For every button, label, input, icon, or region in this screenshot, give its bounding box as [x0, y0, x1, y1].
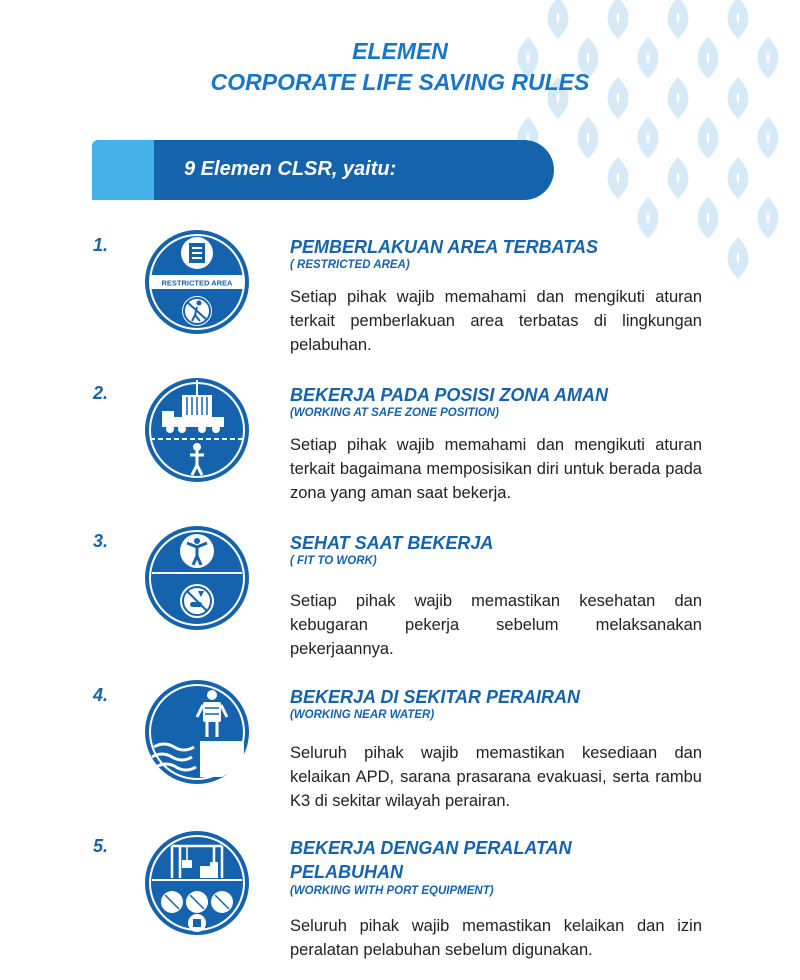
- item-description: Setiap pihak wajib memahami dan mengikuti aturan terkait pemberlakuan area terbatas di lingkungan pelabuhan.: [290, 288, 702, 354]
- port-equipment-icon: [142, 828, 252, 938]
- section-banner: [92, 140, 552, 200]
- item-description: Seluruh pihak wajib memastikan kesediaan dan kelaikan APD, sarana prasarana evakuasi, serta rambu K3 di sekitar wilayah perairan.: [290, 744, 702, 810]
- safe-zone-icon: [142, 375, 252, 485]
- item-heading: SEHAT SAAT BEKERJA: [290, 533, 494, 553]
- item-number: 4.: [93, 685, 109, 705]
- item-description: Setiap pihak wajib memastikan kesehatan dan kebugaran pekerja sebelum melaksanakan pekerjaannya.: [290, 592, 702, 658]
- item-number: 5.: [93, 836, 109, 856]
- banner-label: 9 Elemen CLSR, yaitu:: [184, 158, 397, 180]
- fit-to-work-icon: [142, 523, 252, 633]
- item-subheading: (WORKING NEAR WATER): [290, 709, 435, 721]
- item-heading: PEMBERLAKUAN AREA TERBATAS: [290, 237, 598, 257]
- title-line-2: CORPORATE LIFE SAVING RULES: [210, 69, 590, 95]
- item-subheading: (WORKING AT SAFE ZONE POSITION): [290, 407, 499, 419]
- item-heading: BEKERJA DI SEKITAR PERAIRAN: [290, 687, 581, 707]
- item-heading-line-2: PELABUHAN: [290, 862, 404, 882]
- item-subheading: ( FIT TO WORK): [290, 555, 377, 567]
- item-heading: [290, 836, 710, 884]
- item-number: 3.: [93, 531, 109, 551]
- item-heading: BEKERJA PADA POSISI ZONA AMAN: [290, 385, 609, 405]
- title-line-1: ELEMEN: [352, 38, 448, 64]
- page-title: [120, 36, 680, 98]
- item-number: 2.: [93, 383, 109, 403]
- item-description: Seluruh pihak wajib memastikan kelaikan dan izin peralatan pelabuhan sebelum digunakan.: [290, 917, 702, 959]
- near-water-icon: [142, 677, 252, 787]
- restricted-area-label: RESTRICTED AREA: [161, 278, 233, 288]
- item-number: 1.: [93, 235, 109, 255]
- item-subheading: (WORKING WITH PORT EQUIPMENT): [290, 885, 494, 897]
- item-description: Setiap pihak wajib memahami dan mengikuti aturan terkait bagaimana memposisikan diri untuk berada pada zona yang aman saat bekerja.: [290, 436, 702, 502]
- item-subheading: ( RESTRICTED AREA): [290, 259, 410, 271]
- restricted-area-icon: [142, 227, 252, 337]
- item-heading-line-1: BEKERJA DENGAN PERALATAN: [290, 838, 572, 858]
